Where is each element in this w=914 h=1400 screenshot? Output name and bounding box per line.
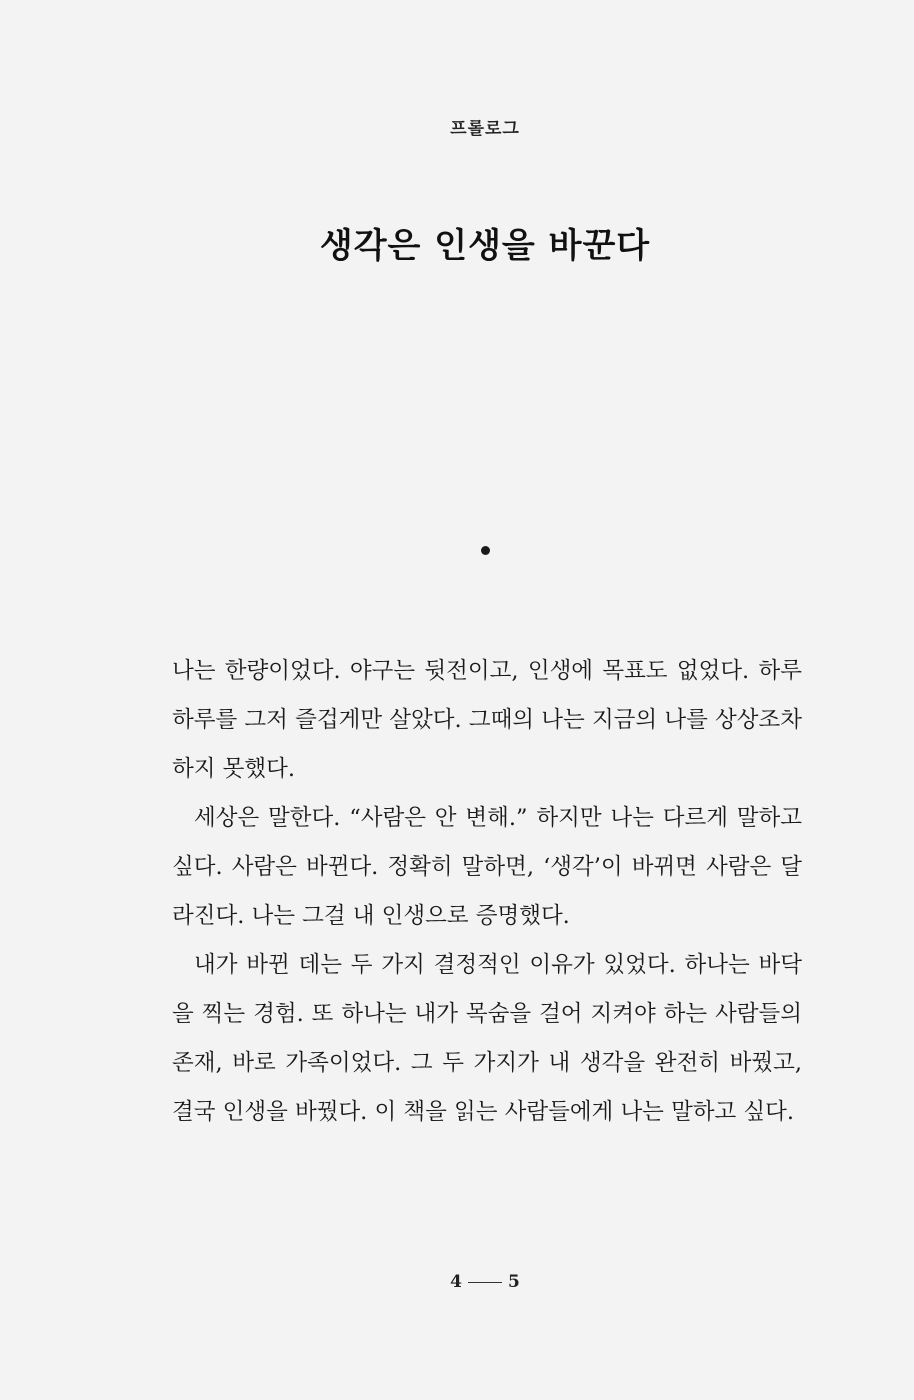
page-number-right: 5 bbox=[508, 1272, 520, 1292]
folio-dash bbox=[468, 1282, 502, 1283]
body-text bbox=[172, 647, 802, 1137]
chapter-title: 생각은 인생을 바꾼다 bbox=[319, 226, 651, 266]
page-numbers bbox=[0, 1272, 914, 1292]
paragraph: 내가 바뀐 데는 두 가지 결정적인 이유가 있었다. 하나는 바닥을 찍는 경험. 또 하나는 내가 목숨을 걸어 지켜야 하는 사람들의 존재, 바로 가족이었다. 그 두 가지가 내 생각을 완전히 바꿨고, 결국 인생을 바꿨다. 이 책을 읽는 사람들에게 나는 말하고 싶다. bbox=[172, 952, 802, 1125]
paragraph: 나는 한량이었다. 야구는 뒷전이고, 인생에 목표도 없었다. 하루하루를 그저 즐겁게만 살았다. 그때의 나는 지금의 나를 상상조차 하지 못했다. bbox=[172, 658, 802, 782]
section-label: 프롤로그 bbox=[450, 119, 520, 139]
section-divider-bullet bbox=[481, 546, 490, 555]
paragraph: 세상은 말한다. “사람은 안 변해.” 하지만 나는 다르게 말하고 싶다. 사람은 바뀐다. 정확히 말하면, ‘생각’이 바뀌면 사람은 달라진다. 나는 그걸 내 인생으로 증명했다. bbox=[172, 805, 802, 929]
page-number-left: 4 bbox=[450, 1272, 462, 1292]
